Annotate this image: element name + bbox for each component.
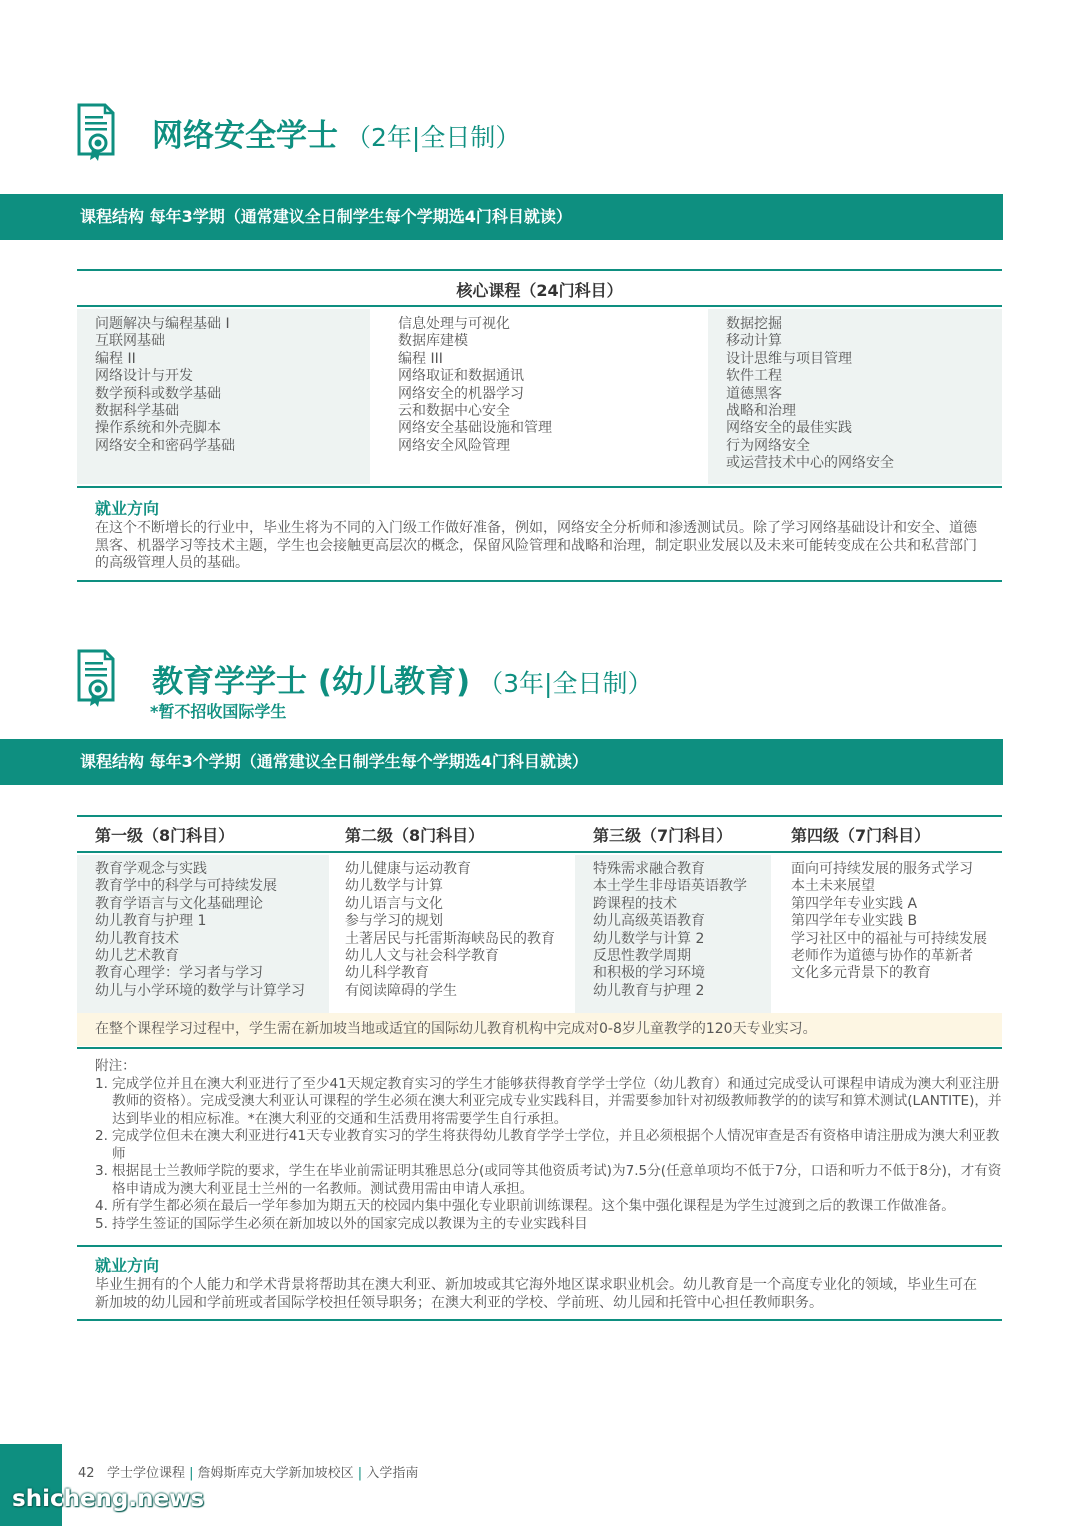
core-course-column-3 xyxy=(726,316,894,473)
page-number: 42 xyxy=(78,1466,95,1481)
level-3-courses xyxy=(593,861,747,1000)
footer-school: 詹姆斯库克大学新加坡校区 xyxy=(197,1466,354,1481)
course-item: 幼儿数学与计算 xyxy=(345,878,443,895)
note-item xyxy=(95,1128,1002,1163)
course-item: 文化多元背景下的教育 xyxy=(791,965,931,982)
course-item: 幼儿教育与护理 1 xyxy=(95,913,207,930)
note-number: 3. xyxy=(95,1163,108,1179)
certificate-icon xyxy=(76,648,116,708)
note-text: 完成学位但未在澳大利亚进行41天专业教育实习的学生将获得幼儿教育学学士学位，并且必须根据个人情况审查是否有资格申请注册成为澳大利亚教师 xyxy=(112,1128,1000,1162)
notes-section xyxy=(95,1058,1002,1233)
divider xyxy=(77,305,1002,307)
note-number: 1. xyxy=(95,1075,108,1092)
note-text: 完成学位并且在澳大利亚进行了至少41天规定教育实习的学生才能够获得教育学学士学位（幼儿教育）和通过完成受认可课程申请成为澳大利亚注册教师的资格）。完成受澳大利亚认可课程的学生必须在澳大利亚完成专业实践科目，并需要参加针对初级教师教学的的读写和算术测试(LANTITE)，并达到毕业的相应标准。*在澳大利亚的交通和生活费用将需要学生自行承担。 xyxy=(112,1075,1002,1127)
course-item: 幼儿教育与护理 2 xyxy=(593,982,705,999)
notes-heading: 附注： xyxy=(95,1058,136,1074)
course-item: 数据库建模 xyxy=(398,333,468,350)
level-3-heading: 第三级（7门科目） xyxy=(593,826,733,845)
course-item: 操作系统和外壳脚本 xyxy=(95,420,221,437)
course-item: 幼儿教育技术 xyxy=(95,930,179,947)
course-structure-band: 课程结构 每年3学期（通常建议全日制学生每个学期选4门科目就读） xyxy=(0,194,1003,240)
course-item: 幼儿与小学环境的数学与计算学习 xyxy=(95,982,305,999)
core-course-column-1 xyxy=(95,316,235,455)
intl-student-note: *暂不招收国际学生 xyxy=(150,702,287,721)
note-item xyxy=(95,1216,1002,1234)
course-structure-band: 课程结构 每年3个学期（通常建议全日制学生每个学期选4门科目就读） xyxy=(0,739,1003,785)
note-number: 2. xyxy=(95,1128,108,1144)
certificate-icon xyxy=(76,102,116,162)
program-title xyxy=(152,110,520,155)
course-item: 网络安全的最佳实践 xyxy=(726,420,852,437)
course-item: 软件工程 xyxy=(726,368,782,385)
level-1-heading: 第一级（8门科目） xyxy=(95,826,235,845)
course-item: 土著居民与托雷斯海峡岛民的教育 xyxy=(345,930,555,947)
footer-separator: | xyxy=(189,1466,194,1481)
divider xyxy=(77,815,1002,817)
course-item: 幼儿艺术教育 xyxy=(95,948,179,965)
note-item xyxy=(95,1198,1002,1216)
course-item: 网络安全的机器学习 xyxy=(398,385,524,402)
course-item: 幼儿高级英语教育 xyxy=(593,913,705,930)
level-1-courses xyxy=(95,861,305,1000)
program-name: 教育学学士 (幼儿教育) xyxy=(152,664,471,700)
course-item: 编程 III xyxy=(398,350,443,367)
course-item: 道德黑客 xyxy=(726,385,782,402)
career-heading: 就业方向 xyxy=(95,1256,160,1275)
level-2-courses xyxy=(345,861,555,1000)
course-item: 参与学习的规划 xyxy=(345,913,443,930)
page-footer xyxy=(78,1462,418,1481)
course-item: 云和数据中心安全 xyxy=(398,403,510,420)
course-item: 网络安全风险管理 xyxy=(398,437,510,454)
course-item: 本土未来展望 xyxy=(791,878,875,895)
course-item: 幼儿人文与社会科学教育 xyxy=(345,948,499,965)
course-item: 幼儿科学教育 xyxy=(345,965,429,982)
program-duration: （3年|全日制） xyxy=(478,669,653,698)
course-item: 和积极的学习环境 xyxy=(593,965,705,982)
divider xyxy=(77,851,1002,853)
course-item: 设计思维与项目管理 xyxy=(726,350,852,367)
course-item: 网络设计与开发 xyxy=(95,368,193,385)
course-item: 教育学观念与实践 xyxy=(95,861,207,877)
course-item: 本土学生非母语英语教学 xyxy=(593,878,747,895)
divider xyxy=(77,269,1002,271)
course-item: 学习社区中的福祉与可持续发展 xyxy=(791,930,987,947)
footer-guide: 入学指南 xyxy=(366,1466,419,1481)
note-text: 所有学生都必须在最后一学年参加为期五天的校园内集中强化专业职前训练课程。这个集中强化课程是为学生过渡到之后的教课工作做准备。 xyxy=(112,1198,955,1214)
course-item: 老师作为道德与协作的革新者 xyxy=(791,948,973,965)
career-text: 在这个不断增长的行业中，毕业生将为不同的入门级工作做好准备，例如，网络安全分析师和渗透测试员。除了学习网络基础设计和安全、道德黑客、机器学习等技术主题，学生也会接触更高层次的概念，保留风险管理和战略和治理，制定职业发展以及未来可能转变成在公共和私营部门的高级管理人员的基础。 xyxy=(95,520,977,571)
core-courses-heading: 核心课程（24门科目） xyxy=(456,281,623,300)
level-2-heading: 第二级（8门科目） xyxy=(345,826,485,845)
note-item xyxy=(95,1076,1002,1129)
course-item: 编程 II xyxy=(95,350,136,367)
course-item: 互联网基础 xyxy=(95,333,165,350)
course-item: 数据挖掘 xyxy=(726,316,782,332)
note-item xyxy=(95,1163,1002,1198)
note-text: 持学生签证的国际学生必须在新加坡以外的国家完成以教课为主的专业实践科目 xyxy=(112,1215,588,1232)
course-item: 特殊需求融合教育 xyxy=(593,861,705,877)
course-item: 有阅读障碍的学生 xyxy=(345,982,457,999)
course-item: 网络取证和数据通讯 xyxy=(398,368,524,385)
course-item: 战略和治理 xyxy=(726,403,796,420)
divider xyxy=(77,1047,1002,1049)
course-item: 或运营技术中心的网络安全 xyxy=(726,455,894,472)
divider xyxy=(77,486,1002,488)
level-4-courses xyxy=(791,861,987,983)
core-course-column-2 xyxy=(398,316,552,455)
internship-note: 在整个课程学习过程中，学生需在新加坡当地或适宜的国际幼儿教育机构中完成对0-8岁儿童教学的120天专业实习。 xyxy=(77,1013,1002,1046)
career-heading: 就业方向 xyxy=(95,499,160,518)
course-item: 数学预科或数学基础 xyxy=(95,385,221,402)
course-item: 信息处理与可视化 xyxy=(398,316,510,332)
course-item: 反思性教学周期 xyxy=(593,948,691,965)
level-4-heading: 第四级（7门科目） xyxy=(791,826,931,845)
course-item: 第四学年专业实践 B xyxy=(791,913,918,930)
footer-accent-block xyxy=(0,1444,62,1526)
course-item: 问题解决与编程基础 I xyxy=(95,316,230,332)
course-item: 幼儿语言与文化 xyxy=(345,895,443,912)
note-number: 4. xyxy=(95,1198,108,1214)
course-item: 网络安全和密码学基础 xyxy=(95,437,235,454)
course-item: 跨课程的技术 xyxy=(593,895,677,912)
watermark: shicheng.news xyxy=(12,1486,205,1512)
career-text: 毕业生拥有的个人能力和学术背景将帮助其在澳大利亚、新加坡或其它海外地区谋求职业机会。幼儿教育是一个高度专业化的领域，毕业生可在新加坡的幼儿园和学前班或者国际学校担任领导职务；在澳大利亚的学校、学前班、幼儿园和托管中心担任教师职务。 xyxy=(95,1277,977,1311)
course-item: 行为网络安全 xyxy=(726,437,810,454)
course-item: 数据科学基础 xyxy=(95,403,179,420)
note-text: 根据昆士兰教师学院的要求，学生在毕业前需证明其雅思总分(或同等其他资质考试)为7.5分(任意单项均不低于7分，口语和听力不低于8分)，才有资格申请成为澳大利亚昆士兰州的一名教师。测试费用需由申请人承担。 xyxy=(112,1163,1002,1197)
program-duration: （2年|全日制） xyxy=(346,123,521,152)
course-item: 幼儿数学与计算 2 xyxy=(593,930,705,947)
footer-separator: | xyxy=(357,1466,363,1481)
divider xyxy=(77,1245,1002,1247)
note-number: 5. xyxy=(95,1215,108,1232)
course-item: 第四学年专业实践 A xyxy=(791,895,918,912)
footer-section: 学士学位课程 xyxy=(106,1466,185,1481)
divider xyxy=(77,1319,1002,1321)
course-item: 幼儿健康与运动教育 xyxy=(345,861,471,877)
program-name: 网络安全学士 xyxy=(152,118,338,154)
course-item: 移动计算 xyxy=(726,333,782,350)
course-item: 教育学语言与文化基础理论 xyxy=(95,895,263,912)
course-item: 网络安全基础设施和管理 xyxy=(398,420,552,437)
course-item: 教育心理学：学习者与学习 xyxy=(95,965,263,982)
divider xyxy=(77,580,1002,582)
course-item: 面向可持续发展的服务式学习 xyxy=(791,861,973,877)
program-title xyxy=(152,656,652,701)
course-item: 教育学中的科学与可持续发展 xyxy=(95,878,277,895)
